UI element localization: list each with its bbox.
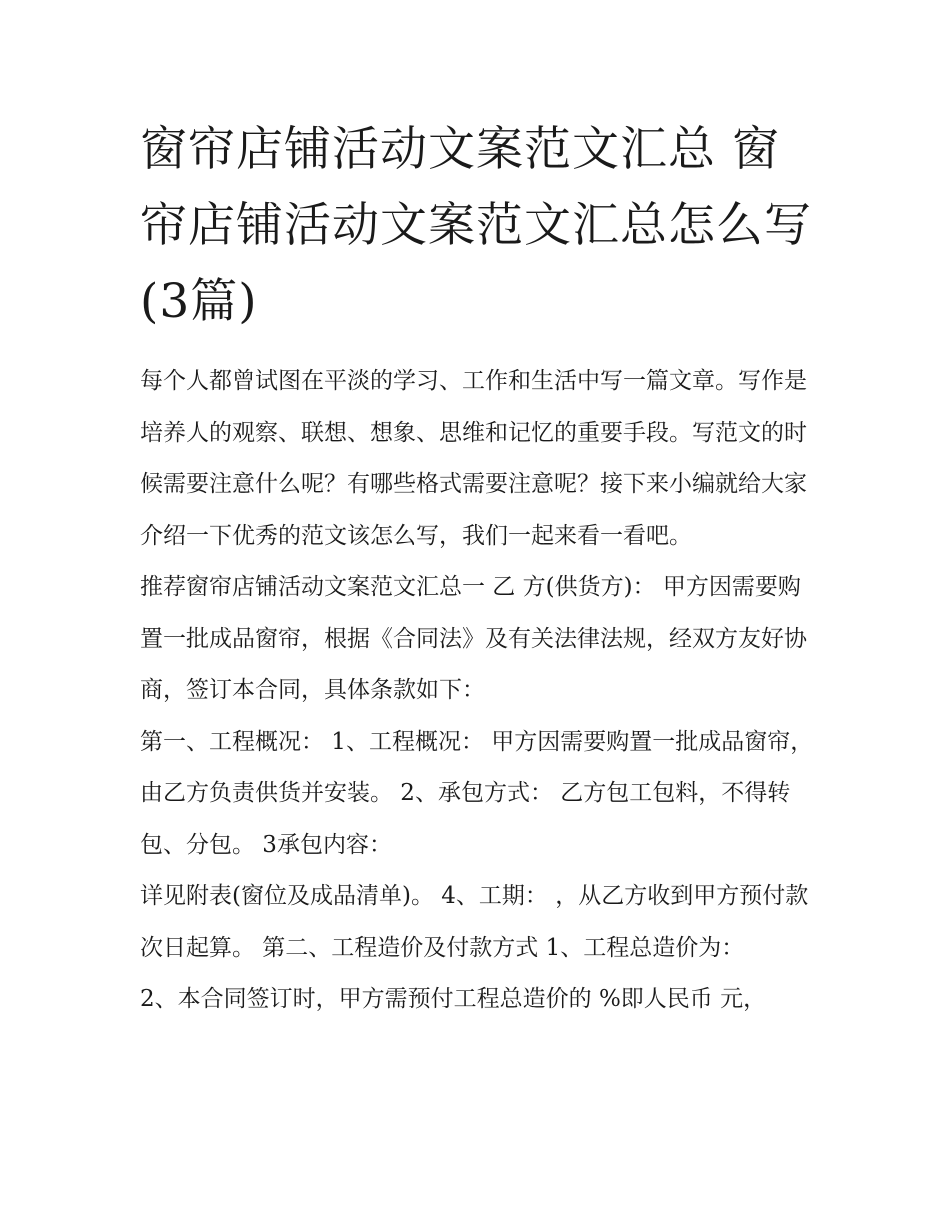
paragraph-section-one: 第一、工程概况： 1、工程概况： 甲方因需要购置一批成品窗帘，由乙方负责供货并安装。 2、承包方式： 乙方包工包料，不得转包、分包。 3承包内容： [140, 728, 814, 858]
paragraph-intro: 每个人都曾试图在平淡的学习、工作和生活中写一篇文章。写作是培养人的观察、联想、想象、思维和记忆的重要手段。写范文的时候需要注意什么呢？有哪些格式需要注意呢？接下来小编就给大家介绍一下优秀的范文该怎么写，我们一起来看一看吧。 [140, 368, 807, 549]
paragraph-prepayment: 2、本合同签订时，甲方需预付工程总造价的 %即人民币 元， [140, 986, 767, 1012]
paragraph-details: 详见附表(窗位及成品清单)。 4、工期： ，从乙方收到甲方预付款次日起算。 第二、工程造价及付款方式 1、工程总造价为： [140, 883, 809, 961]
paragraph-recommend: 推荐窗帘店铺活动文案范文汇总一 乙 方(供货方)： 甲方因需要购置一批成品窗帘，根据《合同法》及有关法律法规，经双方友好协商，签订本合同，具体条款如下： [140, 574, 807, 703]
document-page [140, 112, 820, 1026]
document-title: 窗帘店铺活动文案范文汇总 窗帘店铺活动文案范文汇总怎么写(3篇) [140, 122, 812, 329]
